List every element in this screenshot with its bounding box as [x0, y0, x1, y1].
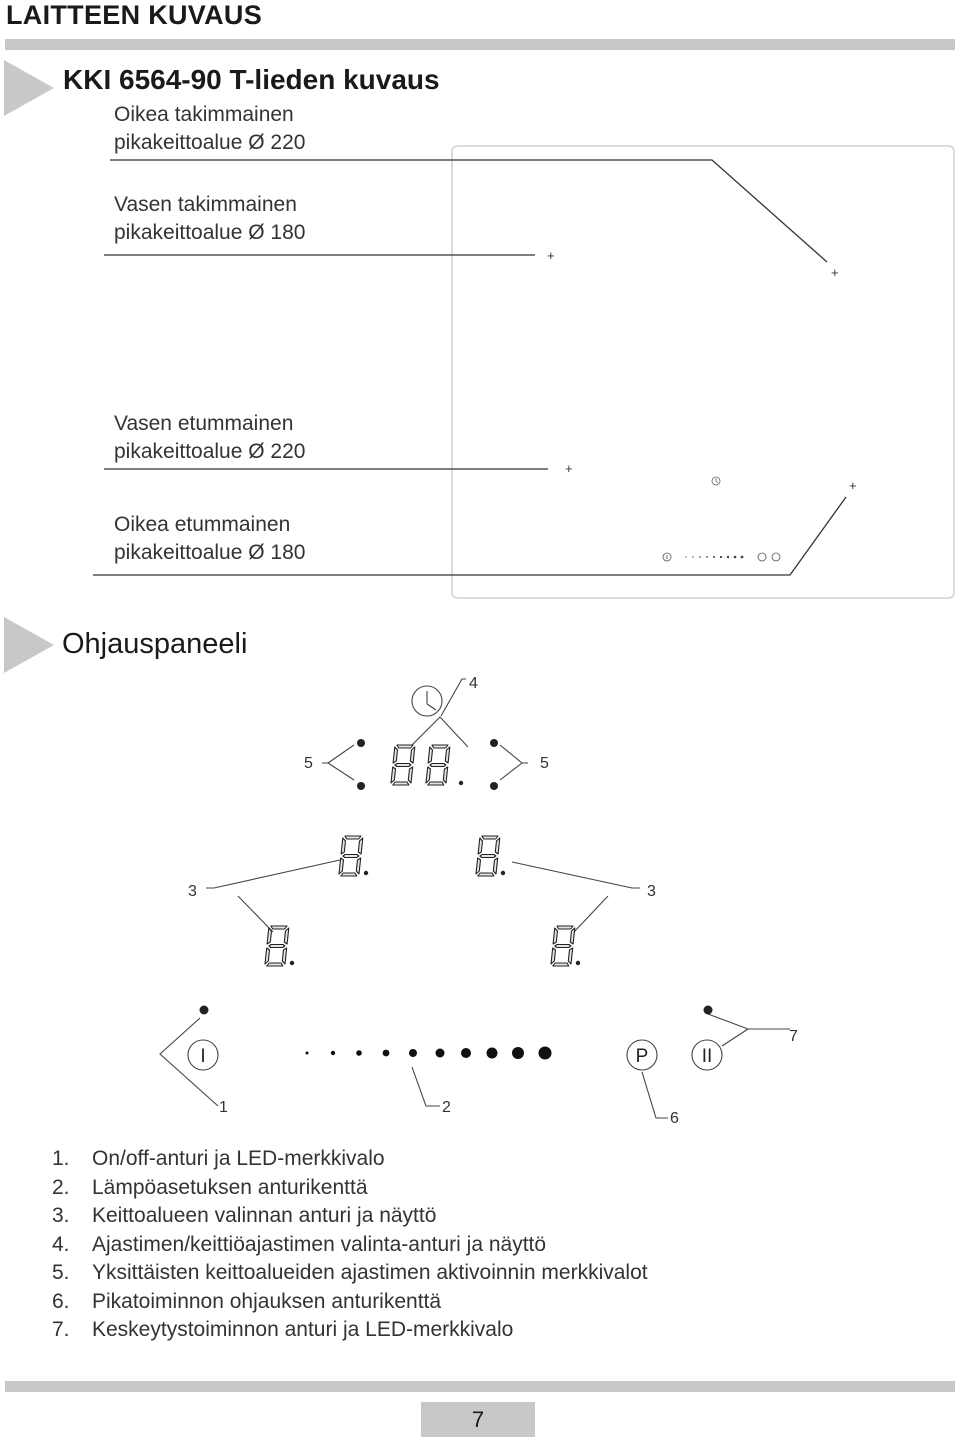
timer-led-dot [490, 782, 498, 790]
callout-5-right: 5 [540, 755, 549, 772]
hob-section-title: KKI 6564-90 T-lieden kuvaus [63, 64, 440, 95]
timer-led-dot [357, 782, 365, 790]
power-level-slider[interactable] [306, 1047, 552, 1060]
leader-line [110, 160, 827, 262]
hob-drawing [0, 0, 960, 610]
legend-item: 1. On/off-anturi ja LED-merkkivalo [52, 1147, 385, 1170]
legend-item: 6. Pikatoiminnon ohjauksen anturikenttä [52, 1289, 442, 1313]
display-decimal-point [501, 871, 505, 875]
callout-1-leader [160, 1018, 218, 1106]
legend-item: 5. Yksittäisten keittoalueiden ajastimen aktivoinnin merkkivalot [52, 1261, 648, 1284]
callout-2: 2 [442, 1099, 451, 1116]
legend-item: 4. Ajastimen/keittiöajastimen valinta-anturi ja näyttö [52, 1232, 547, 1256]
zone-display-front-left [265, 926, 289, 966]
timer-led-dot [490, 739, 498, 747]
timer-display-digit [391, 745, 415, 785]
zone-center-mark: + [565, 461, 573, 476]
pause-icon: II [701, 1046, 713, 1067]
callout-3-left-leader-bottom [238, 896, 273, 932]
callout-3-left-leader-top [206, 860, 340, 888]
quick-p-icon: P [635, 1046, 649, 1067]
page-number: 7 [421, 1402, 535, 1437]
callout-2-leader [412, 1067, 440, 1106]
callout-3-right-leader-top [512, 862, 640, 888]
label-line: Vasen etummainen [114, 412, 294, 435]
callout-1: 1 [219, 1099, 228, 1116]
timer-display-digit [426, 745, 450, 785]
onoff-icon: I [200, 1046, 206, 1067]
label-line: Oikea etummainen [114, 513, 291, 536]
callout-7: 7 [789, 1028, 798, 1045]
mini-power-dots [685, 556, 743, 559]
hob-mini-panel [663, 477, 780, 561]
display-decimal-point [459, 781, 463, 785]
callout-7-leader-top [708, 1014, 790, 1029]
mini-pause-icon [772, 553, 780, 561]
label-line: Vasen takimmainen [114, 193, 297, 216]
control-panel-diagram [0, 660, 960, 1140]
label-line: pikakeittoalue Ø 180 [114, 541, 306, 564]
panel-section-title: Ohjauspaneeli [62, 628, 248, 660]
display-decimal-point [576, 961, 580, 965]
hob-outline [452, 146, 954, 598]
legend-list [52, 1145, 648, 1345]
callout-6-leader [642, 1072, 668, 1118]
zone-center-mark: + [849, 478, 857, 493]
onoff-led-dot [200, 1006, 209, 1015]
label-line: pikakeittoalue Ø 180 [114, 221, 306, 244]
callout-4-leader [441, 679, 466, 716]
label-line: pikakeittoalue Ø 220 [114, 131, 306, 154]
timer-led-dot [357, 739, 365, 747]
zone-display-front-right [551, 926, 575, 966]
legend-item: 2. Lämpöasetuksen anturikenttä [52, 1175, 368, 1199]
zone-display-rear-right [476, 836, 500, 876]
callout-5-left: 5 [304, 755, 313, 772]
zone-center-mark: + [831, 265, 839, 280]
page-header-title: LAITTEEN KUVAUS [6, 0, 263, 30]
label-line: pikakeittoalue Ø 220 [114, 440, 306, 463]
zone-center-mark: + [547, 248, 555, 263]
display-decimal-point [364, 871, 368, 875]
zone-display-rear-left [339, 836, 363, 876]
callout-6: 6 [670, 1110, 679, 1127]
callout-4: 4 [469, 675, 478, 692]
legend-item: 3. Keittoalueen valinnan anturi ja näyttö [52, 1204, 437, 1227]
callout-3-left: 3 [188, 883, 197, 900]
pause-led-dot [704, 1006, 713, 1015]
callout-5-right-leader [500, 745, 528, 780]
footer-divider [5, 1381, 955, 1392]
legend-item: 7. Keskeytystoiminnon anturi ja LED-merkkivalo [52, 1318, 514, 1341]
callout-3-right: 3 [647, 883, 656, 900]
callout-5-left-leader [322, 745, 354, 780]
display-decimal-point [290, 961, 294, 965]
callout-3-right-leader-bottom [574, 896, 608, 932]
label-line: Oikea takimmainen [114, 103, 294, 126]
timer-display-leader [410, 717, 468, 747]
leader-line [93, 497, 846, 575]
callout-7-leader-bottom [722, 1029, 748, 1046]
mini-p-icon [758, 553, 766, 561]
